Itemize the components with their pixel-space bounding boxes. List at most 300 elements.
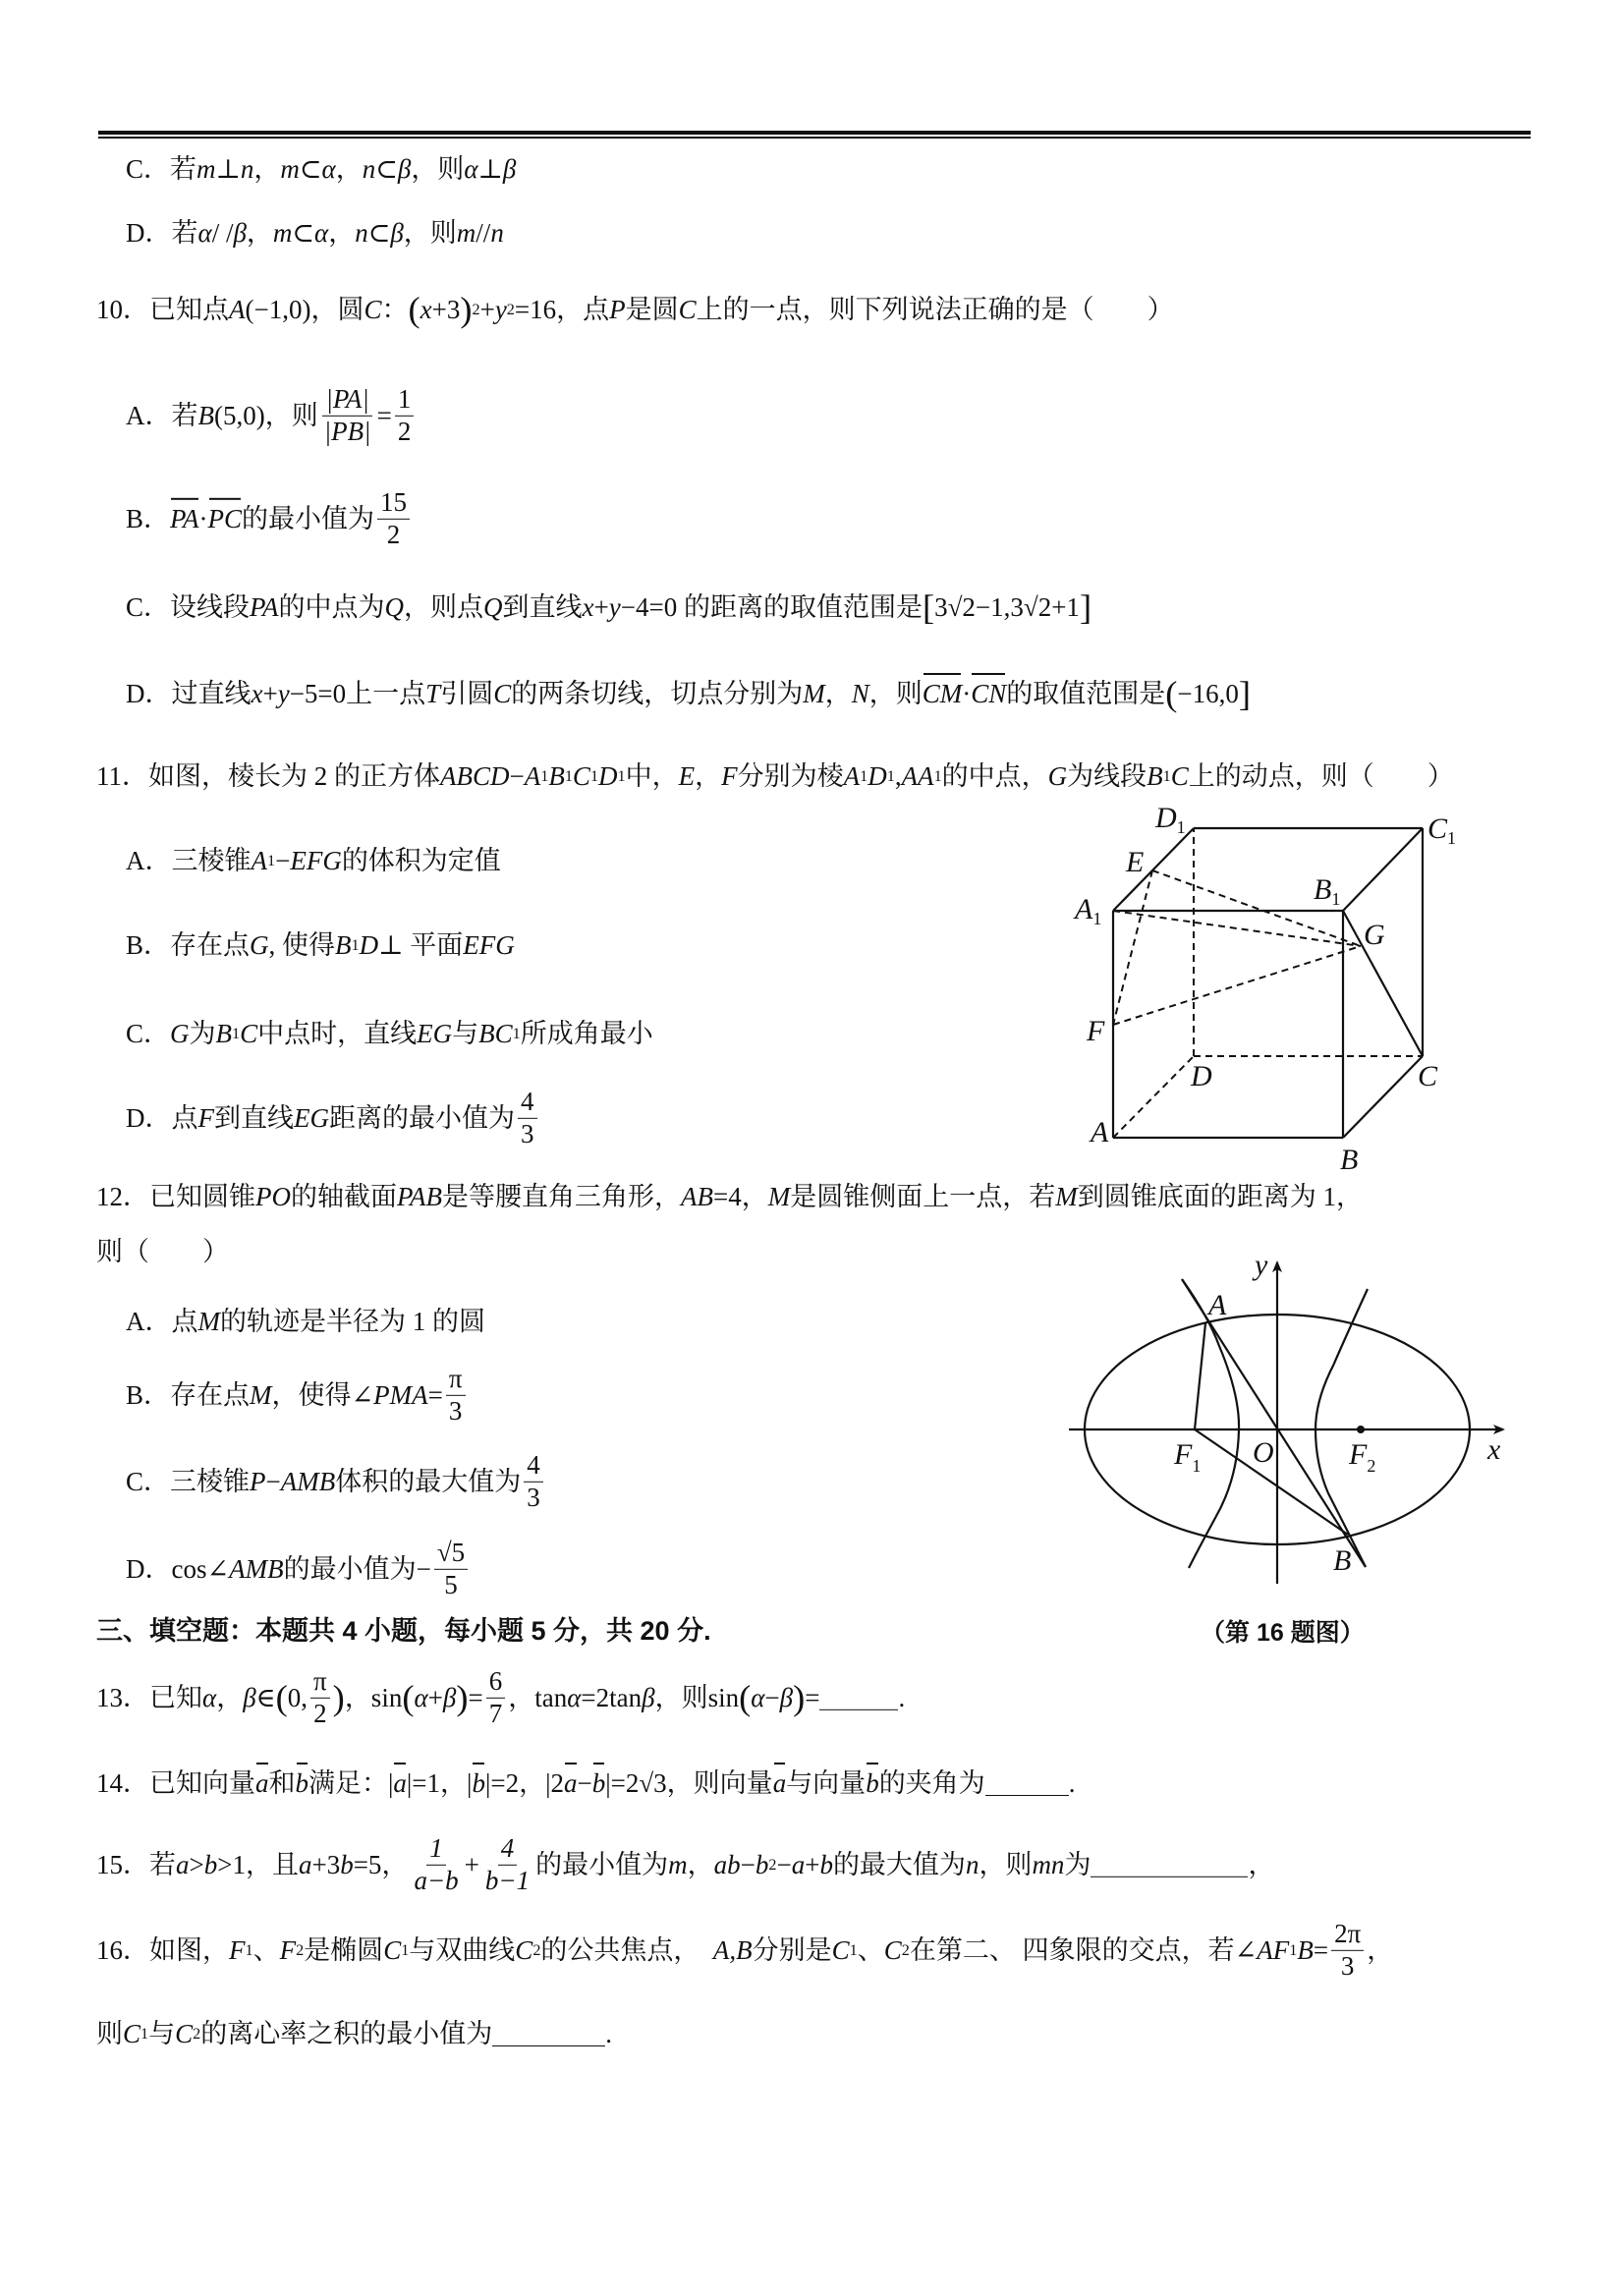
math-variable: EFG xyxy=(290,846,342,875)
text-run: ( xyxy=(1165,673,1178,713)
label-a: A xyxy=(1091,1116,1109,1148)
q9-opt-c xyxy=(126,152,516,186)
text-run: ) xyxy=(793,1677,806,1717)
numerator: 4 xyxy=(524,1451,543,1483)
text-run: ， xyxy=(253,154,281,184)
text-run: A．点 xyxy=(126,1307,198,1336)
text-run: ( xyxy=(408,289,420,329)
math-variable: β xyxy=(397,154,412,184)
math-variable: n xyxy=(965,1850,979,1879)
text-run: 的体积为定值 xyxy=(341,846,501,875)
q16-cont xyxy=(96,2017,612,2050)
text-run: − xyxy=(776,1850,792,1879)
vector-symbol: a xyxy=(393,1768,407,1798)
math-variable: C xyxy=(515,1935,533,1965)
text-run: − xyxy=(509,761,525,791)
math-variable: β xyxy=(243,1683,256,1712)
text-run: 的最大值为 xyxy=(832,1850,966,1879)
answer-blank xyxy=(1091,1853,1248,1877)
text-run: ， xyxy=(328,218,356,248)
text-run: 、 xyxy=(252,1935,280,1965)
math-variable: α xyxy=(202,1683,217,1712)
text-run: C． xyxy=(126,1019,171,1048)
math-variable: b xyxy=(819,1850,833,1879)
hidden-edge-a-d xyxy=(1113,1056,1194,1138)
q12-opt-a xyxy=(126,1305,485,1338)
label-c: C xyxy=(1418,1060,1438,1092)
text-run: 1 xyxy=(512,1025,521,1042)
text-run: 与双曲线 xyxy=(409,1935,516,1965)
text-run: ， xyxy=(687,1850,714,1879)
q10 xyxy=(96,289,1174,329)
text-run: B．存在点 xyxy=(126,1380,251,1410)
math-variable: m xyxy=(196,154,216,184)
text-run: ( xyxy=(402,1677,415,1717)
math-variable: F xyxy=(721,761,738,791)
text-run: + xyxy=(593,592,609,622)
text-run: (−1,0) xyxy=(245,295,311,324)
math-variable: a xyxy=(176,1850,190,1879)
text-run: 2 xyxy=(296,1941,305,1959)
hyperbola-right-branch xyxy=(1315,1289,1368,1567)
text-run: 则 xyxy=(96,2019,123,2048)
text-run: 的取值范围是 xyxy=(1006,679,1166,708)
q15 xyxy=(96,1834,1274,1895)
text-run: 1 xyxy=(617,767,626,785)
line-ab xyxy=(1182,1279,1366,1567)
math-variable: AB xyxy=(681,1182,713,1211)
segment-e-f xyxy=(1113,870,1152,1025)
text-run: 2 xyxy=(506,301,515,318)
text-run: ( xyxy=(275,1677,288,1717)
vector-symbol: b xyxy=(472,1768,485,1798)
math-variable: A xyxy=(843,761,861,791)
edge-d1-a1 xyxy=(1113,828,1194,911)
math-variable: mn xyxy=(1032,1850,1065,1879)
text-run: 1 xyxy=(849,1941,858,1959)
math-variable: x xyxy=(251,679,263,708)
text-run: ⊂ xyxy=(375,154,398,184)
math-variable: A xyxy=(251,846,267,875)
text-run: ，tan xyxy=(508,1683,568,1712)
edge-b1-c1 xyxy=(1343,828,1423,911)
text-run: 16．如图， xyxy=(96,1935,229,1965)
fraction xyxy=(482,1834,532,1895)
header-rule-top xyxy=(98,131,1531,135)
text-run: 1 xyxy=(589,767,599,785)
label-e: E xyxy=(1126,846,1145,878)
text-run: 上的一点，则下列说法正确的是（ ） xyxy=(696,295,1174,324)
text-run: 与 xyxy=(148,2019,176,2048)
math-variable: n xyxy=(490,218,504,248)
fraction xyxy=(518,1088,537,1148)
text-run: 的两条切线，切点分别为 xyxy=(511,679,804,708)
math-variable: F xyxy=(197,1103,214,1133)
q11-opt-a xyxy=(126,844,501,877)
text-run: = xyxy=(468,1683,483,1712)
text-run: 3√2−1,3√2+1 xyxy=(934,592,1080,622)
math-variable: α xyxy=(567,1683,582,1712)
text-run: 的中点， xyxy=(941,761,1048,791)
numerator: 6 xyxy=(486,1667,506,1699)
math-variable: P xyxy=(250,1467,266,1496)
text-run: 的最小值为 xyxy=(242,504,375,533)
denominator: 7 xyxy=(488,1698,503,1728)
text-run: |=2，|2 xyxy=(484,1768,564,1798)
vector-symbol: a xyxy=(772,1768,787,1798)
text-run: 与 xyxy=(452,1019,479,1048)
math-variable: m xyxy=(456,218,476,248)
text-run: ) xyxy=(460,289,473,329)
text-run: 体积的最大值为 xyxy=(335,1467,522,1496)
text-run: 则（ ） xyxy=(96,1237,229,1266)
text-run: =16，点 xyxy=(514,295,610,324)
text-run: · xyxy=(962,679,972,708)
text-run: ] xyxy=(1079,587,1092,627)
denominator: 3 xyxy=(521,1118,534,1148)
math-variable: y xyxy=(277,679,290,708)
text-run: 是圆锥侧面上一点，若 xyxy=(790,1182,1056,1211)
math-variable: B xyxy=(1297,1935,1314,1965)
text-run: ， xyxy=(695,761,722,791)
text-run: ： xyxy=(381,295,409,324)
math-variable: b xyxy=(203,1850,218,1879)
text-run: A．三棱锥 xyxy=(126,846,252,875)
text-run: ，sin xyxy=(344,1683,403,1712)
math-variable: B xyxy=(215,1019,233,1048)
text-run: ，则sin xyxy=(654,1683,740,1712)
math-variable: β xyxy=(390,218,404,248)
text-run: D．若 xyxy=(126,218,198,248)
math-variable: P xyxy=(609,295,626,324)
text-run: ⊥ 平面 xyxy=(378,930,464,960)
denominator: 3 xyxy=(448,1395,463,1426)
text-run: ⊂ xyxy=(292,218,315,248)
segment-e-g xyxy=(1152,870,1361,946)
segment-b1-c xyxy=(1343,911,1423,1056)
text-run: =4， xyxy=(713,1182,768,1211)
math-variable: C xyxy=(1170,761,1189,791)
text-run: 在第二、 四象限的交点，若∠ xyxy=(909,1935,1258,1965)
math-variable: m xyxy=(272,218,293,248)
math-variable: b xyxy=(755,1850,769,1879)
label-c1: $C_1$ xyxy=(1427,812,1457,848)
math-variable: B xyxy=(197,401,214,430)
text-run: ，则 xyxy=(868,679,923,708)
math-variable: ab xyxy=(713,1850,741,1879)
text-run: 是椭圆 xyxy=(304,1935,384,1965)
text-run: . xyxy=(605,2019,612,2048)
text-run: 是等腰直角三角形， xyxy=(442,1182,681,1211)
text-run: = xyxy=(427,1380,443,1410)
text-run: |=1，| xyxy=(406,1768,473,1798)
math-variable: C xyxy=(493,679,512,708)
math-variable: n xyxy=(355,218,368,248)
math-variable: A,B xyxy=(712,1935,753,1965)
text-run: > xyxy=(189,1850,204,1879)
math-variable: α xyxy=(751,1683,765,1712)
text-run: = xyxy=(376,401,392,430)
text-run: + xyxy=(262,679,278,708)
text-run: 1 xyxy=(1289,1941,1298,1959)
text-run: 所成角最小 xyxy=(520,1019,653,1048)
math-variable: A xyxy=(229,295,246,324)
text-run: − xyxy=(265,1467,281,1496)
text-run: 为线段 xyxy=(1067,761,1147,791)
fraction xyxy=(395,385,415,446)
label-o: O xyxy=(1253,1436,1274,1469)
math-variable: b xyxy=(340,1850,354,1879)
text-run: / / xyxy=(211,218,234,248)
denominator: |PB| xyxy=(323,416,371,446)
numerator: √5 xyxy=(434,1539,468,1570)
math-variable: β xyxy=(442,1683,457,1712)
math-variable: M xyxy=(1055,1182,1078,1211)
math-variable: x xyxy=(420,295,432,324)
numerator: π xyxy=(310,1667,330,1699)
math-variable: a xyxy=(791,1850,806,1879)
text-run: 2 xyxy=(193,2025,201,2043)
math-variable: α xyxy=(314,218,329,248)
text-run: −4=0 的距离的取值范围是 xyxy=(620,592,923,622)
text-run: 2 xyxy=(472,301,480,318)
math-variable: PO xyxy=(255,1182,291,1211)
math-variable: D xyxy=(598,761,618,791)
numerator: 2π xyxy=(1331,1920,1364,1951)
label-b1: $B_1$ xyxy=(1314,873,1341,909)
math-variable: y xyxy=(494,295,507,324)
vector-symbol: CN xyxy=(971,679,1007,708)
text-run: 1 xyxy=(540,767,549,785)
answer-blank xyxy=(819,1686,898,1710)
text-run: 的最小值为 xyxy=(535,1850,669,1879)
math-variable: α xyxy=(197,218,212,248)
denominator: a−b xyxy=(414,1865,459,1895)
text-run: + xyxy=(427,1683,443,1712)
math-variable: G xyxy=(170,1019,190,1048)
text-run: 1 xyxy=(933,767,942,785)
q9-opt-d xyxy=(126,216,504,250)
text-run: // xyxy=(476,218,491,248)
math-variable: PMA xyxy=(373,1380,428,1410)
text-run: −5=0上一点 xyxy=(289,679,426,708)
text-run: 14．已知向量 xyxy=(96,1768,255,1798)
label-f2: $F_2$ xyxy=(1349,1438,1376,1476)
math-variable: x xyxy=(582,592,594,622)
vector-symbol: PC xyxy=(207,504,243,533)
denominator: 2 xyxy=(313,1698,327,1728)
text-run: [ xyxy=(922,587,935,627)
math-variable: α xyxy=(321,154,336,184)
math-variable: C xyxy=(123,2019,141,2048)
text-run: 1 xyxy=(140,2025,149,2043)
math-variable: n xyxy=(362,154,376,184)
text-run: , 使得 xyxy=(268,930,336,960)
text-run: ，则 xyxy=(411,154,465,184)
text-run: +3 xyxy=(431,295,461,324)
math-variable: N xyxy=(851,679,869,708)
text-run: ( xyxy=(739,1677,752,1717)
q11 xyxy=(96,759,1454,793)
math-variable: C xyxy=(175,2019,194,2048)
math-variable: D xyxy=(867,761,887,791)
math-variable: α xyxy=(464,154,478,184)
text-run: − xyxy=(577,1768,592,1798)
text-run: ， xyxy=(1248,1850,1275,1879)
math-variable: β xyxy=(779,1683,794,1712)
segment-f-g xyxy=(1113,946,1361,1025)
fraction xyxy=(486,1667,506,1728)
label-a1: $A_1$ xyxy=(1075,893,1102,928)
text-run: 到圆锥底面的距离为 1， xyxy=(1077,1182,1363,1211)
text-run: 2 xyxy=(532,1941,541,1959)
math-variable: AMB xyxy=(280,1467,336,1496)
label-d1: $D_1$ xyxy=(1155,802,1186,837)
vector-symbol: b xyxy=(591,1768,606,1798)
edge-b-c xyxy=(1343,1056,1423,1138)
text-run: ，圆 xyxy=(310,295,364,324)
text-run: =2tan xyxy=(581,1683,643,1712)
fraction xyxy=(1331,1920,1364,1981)
math-variable: y xyxy=(608,592,621,622)
text-run: 满足：| xyxy=(308,1768,394,1798)
math-variable: B xyxy=(1147,761,1163,791)
text-run: 中， xyxy=(625,761,679,791)
fraction xyxy=(434,1539,468,1599)
math-variable: C xyxy=(883,1935,902,1965)
fraction xyxy=(310,1667,330,1728)
text-run: B．存在点 xyxy=(126,930,251,960)
math-variable: G xyxy=(250,930,269,960)
q12-opt-d xyxy=(126,1539,471,1599)
text-run: ，则 xyxy=(264,401,318,430)
fraction xyxy=(411,1834,461,1895)
segment-f1-b xyxy=(1195,1429,1348,1535)
text-run: ， xyxy=(246,218,273,248)
math-variable: β xyxy=(233,218,247,248)
focus-f2-point xyxy=(1357,1426,1365,1433)
text-run: 的轴截面 xyxy=(291,1182,397,1211)
text-run: 10．已知点 xyxy=(96,295,229,324)
math-variable: B xyxy=(335,930,352,960)
segment-a1-g xyxy=(1113,911,1361,946)
segment-f1-a xyxy=(1195,1323,1205,1429)
text-run: 是圆 xyxy=(625,295,679,324)
label-f: F xyxy=(1087,1015,1105,1047)
answer-blank xyxy=(492,2022,605,2046)
text-run: ⊥ xyxy=(477,154,503,184)
text-run: 1 xyxy=(245,1941,253,1959)
text-run: ，则 xyxy=(403,218,457,248)
math-variable: A xyxy=(524,761,541,791)
math-variable: M xyxy=(803,679,825,708)
math-variable: M xyxy=(250,1380,272,1410)
text-run: 2 xyxy=(768,1856,777,1874)
header-rule-bottom xyxy=(98,137,1531,139)
math-variable: M xyxy=(767,1182,791,1211)
math-variable: BC xyxy=(478,1019,513,1048)
text-run: . xyxy=(898,1683,906,1712)
numerator: 4 xyxy=(518,1088,537,1119)
text-run: − xyxy=(275,846,291,875)
text-run: 到直线 xyxy=(502,592,583,622)
denominator: 2 xyxy=(386,519,401,549)
q16 xyxy=(96,1920,1393,1981)
text-run: = xyxy=(805,1683,820,1712)
q10-opt-a xyxy=(126,385,417,446)
math-variable: EG xyxy=(294,1103,329,1133)
denominator: 5 xyxy=(444,1569,458,1599)
math-variable: C xyxy=(678,295,697,324)
text-run: (5,0) xyxy=(214,401,265,430)
math-variable: PAB xyxy=(397,1182,442,1211)
text-run: 的夹角为 xyxy=(878,1768,985,1798)
text-run: 1 xyxy=(401,1941,410,1959)
fraction xyxy=(377,488,410,549)
vector-symbol: a xyxy=(255,1768,269,1798)
q10-opt-c xyxy=(126,587,1092,627)
label-f1: $F_1$ xyxy=(1174,1438,1202,1476)
text-run: D．点 xyxy=(126,1103,198,1133)
text-run: A．若 xyxy=(126,401,198,430)
q12-opt-c xyxy=(126,1451,546,1512)
label-g: G xyxy=(1364,919,1385,951)
text-run: ⊥ xyxy=(215,154,241,184)
math-variable: E xyxy=(678,761,696,791)
text-run: D．过直线 xyxy=(126,679,252,708)
text-run: ，使得∠ xyxy=(271,1380,374,1410)
section-3-heading xyxy=(96,1614,711,1648)
math-variable: Q xyxy=(384,592,405,622)
text-run: +3 xyxy=(311,1850,341,1879)
numerator: 1 xyxy=(395,385,415,417)
math-variable: m xyxy=(668,1850,688,1879)
text-run: 的最小值为− xyxy=(283,1554,431,1584)
math-variable: β xyxy=(502,154,517,184)
math-variable: G xyxy=(1047,761,1068,791)
text-run: 三、填空题：本题共 4 小题，每小题 5 分，共 20 分. xyxy=(96,1616,711,1646)
math-variable: EG xyxy=(417,1019,453,1048)
numerator: 15 xyxy=(377,488,410,520)
text-run: 到直线 xyxy=(214,1103,294,1133)
text-run: |=2√3，则向量 xyxy=(605,1768,773,1798)
text-run: 1 xyxy=(860,767,868,785)
text-run: 1 xyxy=(232,1025,241,1042)
text-run: 和 xyxy=(268,1768,296,1798)
math-variable: ABCD xyxy=(440,761,510,791)
text-run: ] xyxy=(1238,673,1252,713)
text-run: 分别为棱 xyxy=(737,761,844,791)
text-run: 1 xyxy=(886,767,895,785)
math-variable: T xyxy=(425,679,441,708)
text-run: ) xyxy=(332,1677,345,1717)
text-run: 13．已知 xyxy=(96,1683,202,1712)
math-variable: β xyxy=(642,1683,655,1712)
text-run: · xyxy=(198,504,208,533)
text-run: 11．如图，棱长为 2 的正方体 xyxy=(96,761,440,791)
math-variable: B xyxy=(548,761,565,791)
numerator: π xyxy=(446,1365,466,1396)
text-run: C．若 xyxy=(126,154,197,184)
text-run: ，则点 xyxy=(404,592,484,622)
math-variable: PA xyxy=(250,592,279,622)
text-run: 引圆 xyxy=(440,679,494,708)
q10-opt-d xyxy=(126,673,1252,713)
label-d: D xyxy=(1191,1060,1212,1092)
math-variable: D xyxy=(359,930,379,960)
text-run: , xyxy=(894,761,902,791)
q10-opt-b xyxy=(126,488,413,549)
